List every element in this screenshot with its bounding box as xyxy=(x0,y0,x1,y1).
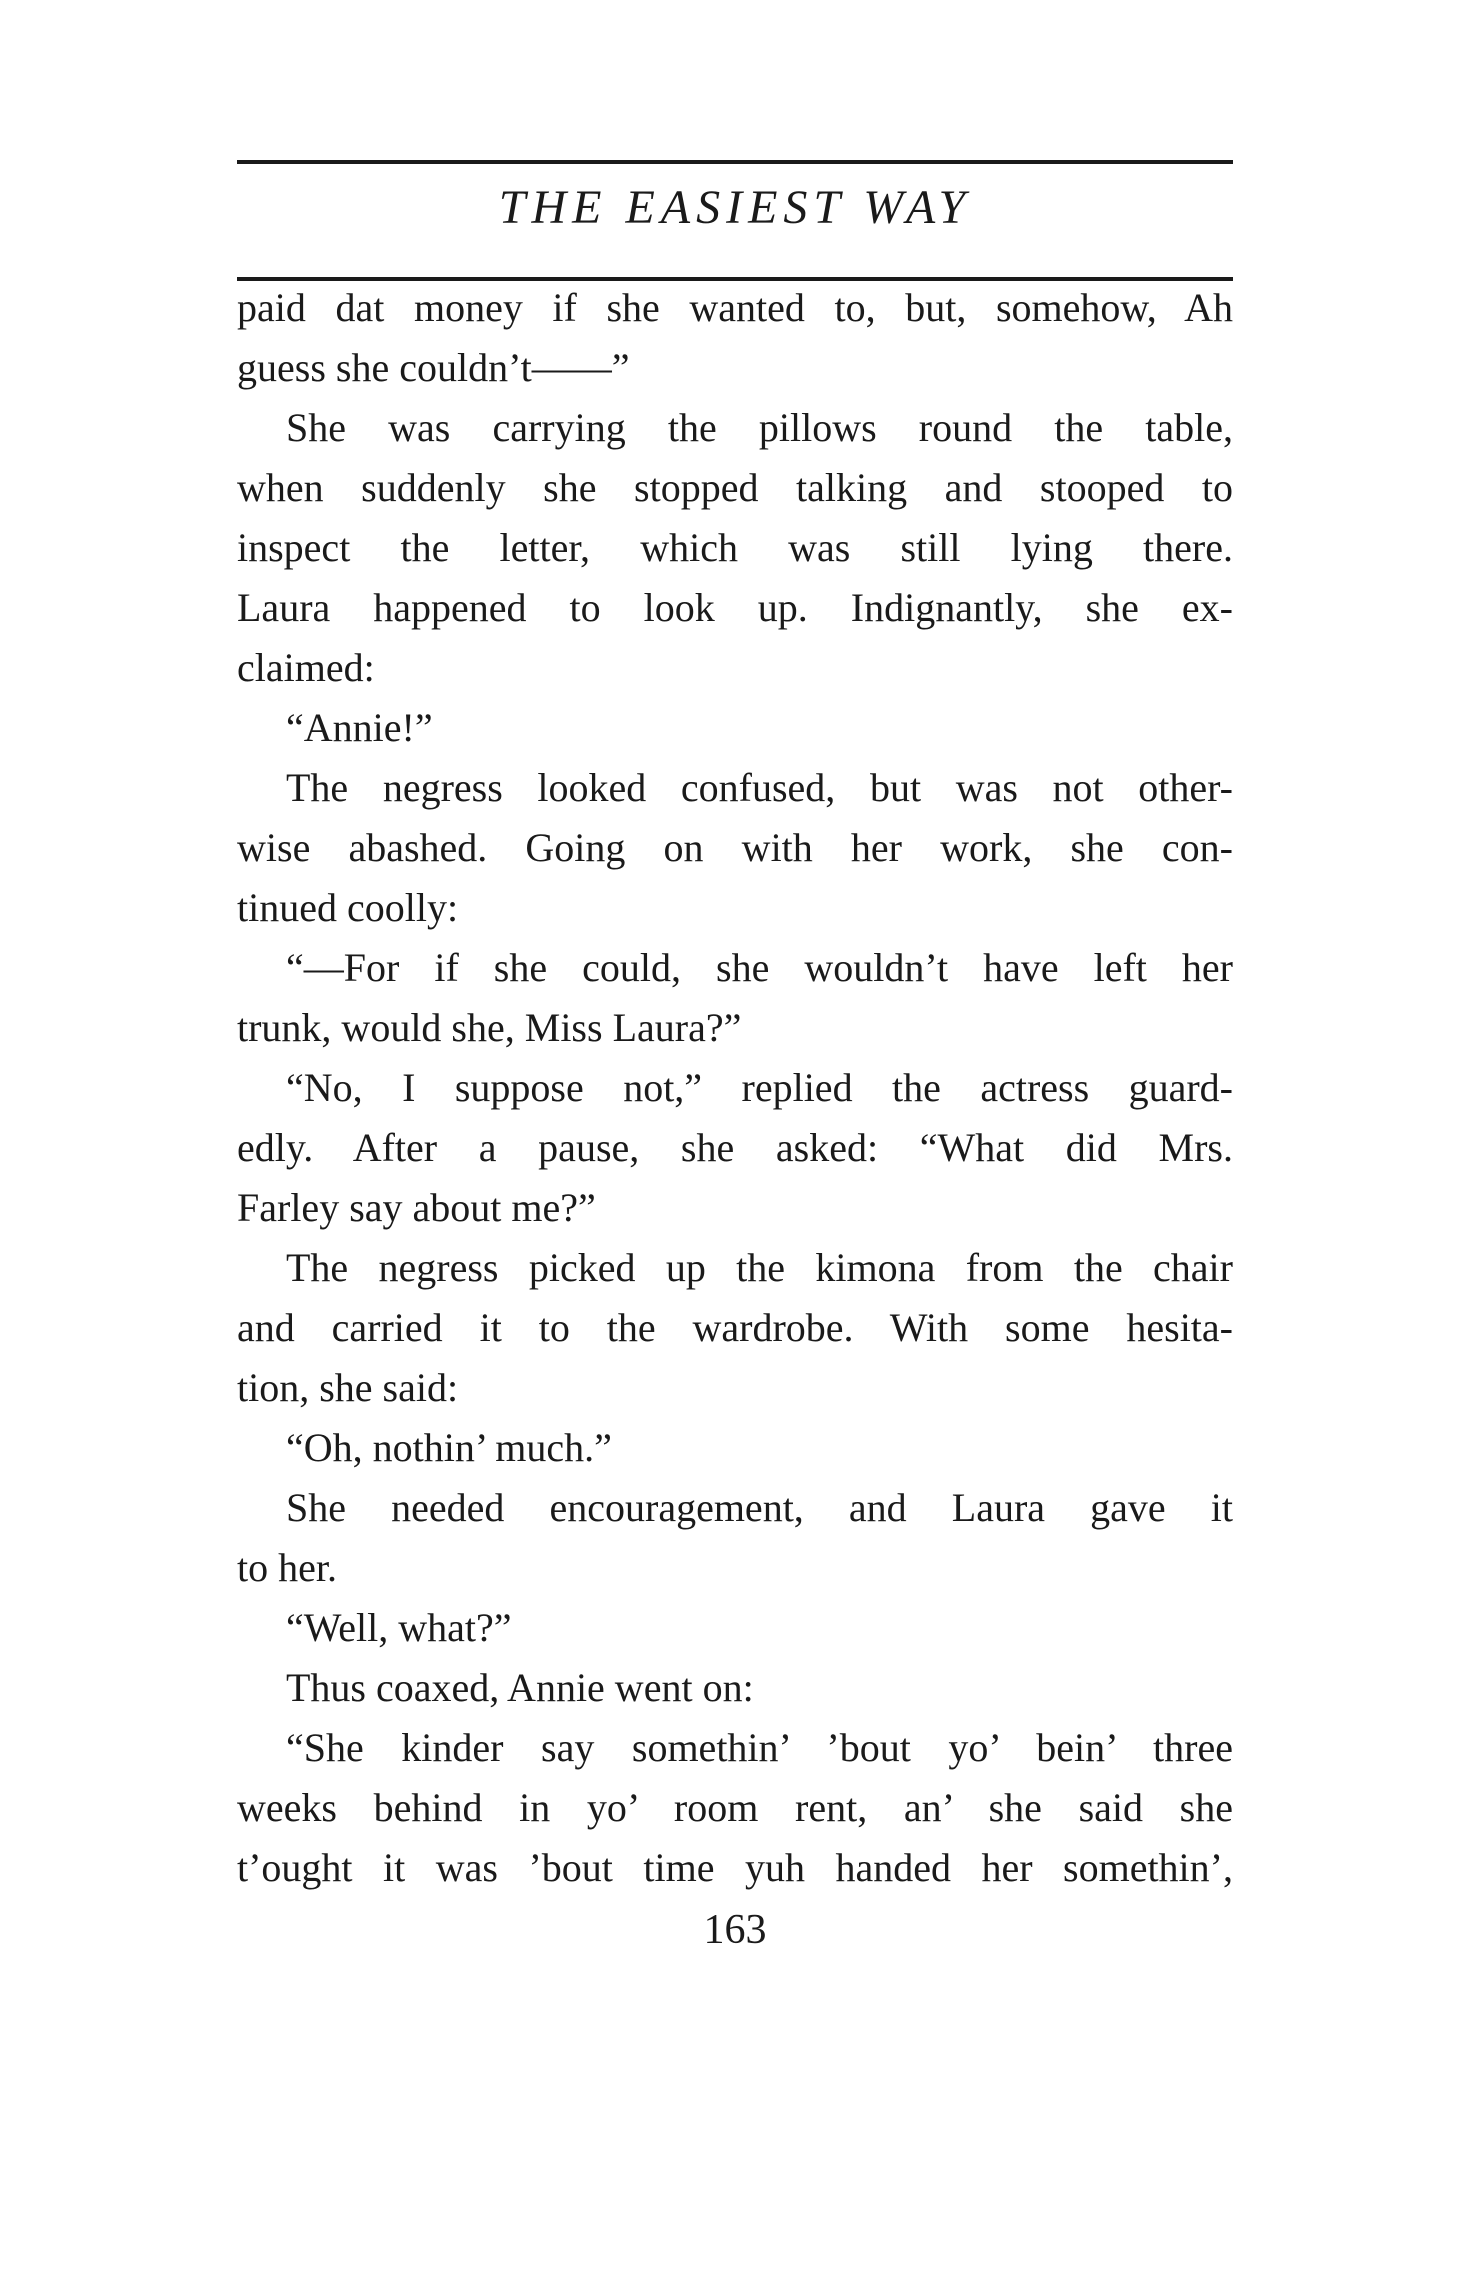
text-line: when suddenly she stopped talking and stooped to xyxy=(237,465,1233,510)
text-line: inspect the letter, which was still lying there. xyxy=(237,525,1233,570)
text-line: claimed: xyxy=(237,645,375,690)
text-line: tinued coolly: xyxy=(237,885,459,930)
text-line: “—For if she could, she wouldn’t have left her xyxy=(286,945,1233,990)
text-line: She was carrying the pillows round the table, xyxy=(286,405,1233,450)
text-line: trunk, would she, Miss Laura?” xyxy=(237,1005,742,1050)
text-line: guess she couldn’t——” xyxy=(237,345,630,390)
text-line: Farley say about me?” xyxy=(237,1185,596,1230)
text-line: Thus coaxed, Annie went on: xyxy=(286,1665,754,1710)
text-line: paid dat money if she wanted to, but, somehow, Ah xyxy=(237,285,1233,330)
text-line: She needed encouragement, and Laura gave it xyxy=(286,1485,1233,1530)
text-line: tion, she said: xyxy=(237,1365,459,1410)
text-line: wise abashed. Going on with her work, she con- xyxy=(237,825,1233,870)
page-number: 163 xyxy=(703,1907,767,1953)
text-line: “Oh, nothin’ much.” xyxy=(286,1425,612,1470)
text-line: “Well, what?” xyxy=(286,1605,512,1650)
text-line: The negress picked up the kimona from the chair xyxy=(286,1245,1233,1290)
text-line: Laura happened to look up. Indignantly, she ex- xyxy=(237,585,1233,630)
text-line: and carried it to the wardrobe. With some hesita- xyxy=(237,1305,1233,1350)
text-line: “No, I suppose not,” replied the actress guard- xyxy=(286,1065,1233,1110)
text-line: “She kinder say somethin’ ’bout yo’ bein’ three xyxy=(286,1725,1233,1770)
text-line: “Annie!” xyxy=(286,705,433,750)
text-line: t’ought it was ’bout time yuh handed her somethin’, xyxy=(237,1845,1233,1890)
header-top-rule xyxy=(237,160,1233,164)
text-line: to her. xyxy=(237,1545,337,1590)
text-line: edly. After a pause, she asked: “What did Mrs. xyxy=(237,1125,1233,1170)
running-head: THE EASIEST WAY xyxy=(498,181,972,234)
text-line: The negress looked confused, but was not other- xyxy=(286,765,1233,810)
text-line: weeks behind in yo’ room rent, an’ she said she xyxy=(237,1785,1233,1830)
body-text xyxy=(237,278,1233,1898)
